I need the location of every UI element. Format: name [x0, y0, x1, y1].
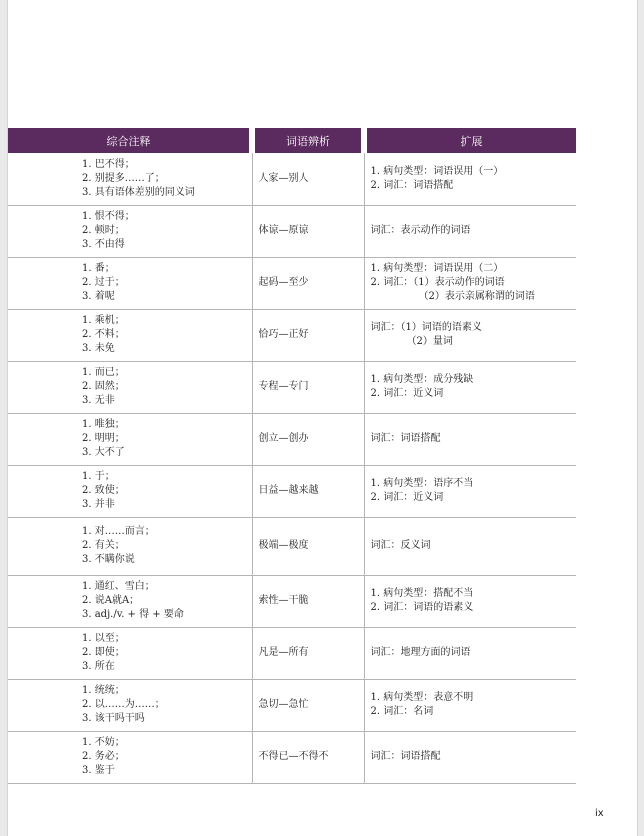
extension-cell	[364, 309, 576, 361]
note-line: 3. 不瞒你说	[82, 554, 135, 565]
word-pair-cell: 创立—创办	[252, 413, 364, 465]
extension-cell	[364, 465, 576, 517]
extension-cell	[364, 517, 576, 575]
word-pair-cell: 体谅—原谅	[252, 205, 364, 257]
contents-table	[8, 128, 576, 784]
extension-line: 词汇：词语搭配	[370, 751, 441, 762]
table-row	[8, 153, 576, 205]
note-line: 3. 不由得	[82, 239, 125, 250]
note-line: 2. 说A就A；	[82, 595, 140, 606]
note-line: 2. 固然；	[82, 381, 125, 392]
header-notes: 综合注释	[8, 128, 252, 153]
note-line: 1. 通红、雪白；	[82, 581, 155, 592]
table-row	[8, 731, 576, 783]
note-line: 1. 巴不得；	[82, 158, 135, 170]
word-pair-cell: 人家—别人	[252, 153, 364, 205]
extension-cell	[364, 731, 576, 783]
notes-cell	[8, 361, 252, 413]
note-line: 2. 有关；	[82, 540, 125, 551]
header-word-analysis: 词语辨析	[252, 128, 364, 153]
note-line: 3. 无非	[82, 395, 115, 406]
notes-cell	[8, 257, 252, 309]
note-line: 2. 过于；	[82, 277, 125, 288]
notes-cell	[8, 465, 252, 517]
notes-cell	[8, 413, 252, 465]
notes-cell	[8, 627, 252, 679]
extension-line: 2. 词汇：近义词	[370, 388, 444, 399]
table-row	[8, 413, 576, 465]
note-line: 1. 番；	[82, 263, 115, 274]
extension-line: 1. 病句类型：成分残缺	[370, 374, 474, 385]
note-line: 1. 唯独；	[82, 419, 125, 430]
note-line: 1. 不妨；	[82, 737, 125, 748]
note-line: 3. 具有语体差别的同义词	[82, 186, 195, 198]
word-pair-cell: 索性—干脆	[252, 575, 364, 627]
extension-line: （2）量词	[406, 336, 453, 347]
note-line: 1. 对……而言；	[82, 526, 155, 537]
table-row	[8, 465, 576, 517]
extension-cell	[364, 413, 576, 465]
extension-cell	[364, 627, 576, 679]
extension-line: 1. 病句类型：搭配不当	[370, 588, 474, 599]
notes-cell	[8, 575, 252, 627]
note-line: 3. 该干吗干吗	[82, 713, 145, 724]
table-row	[8, 361, 576, 413]
notes-cell	[8, 731, 252, 783]
note-line: 3. 着呢	[82, 291, 115, 302]
word-pair-cell: 日益—越来越	[252, 465, 364, 517]
note-line: 2. 别提多……了；	[82, 172, 165, 184]
note-line: 2. 明明；	[82, 433, 125, 444]
word-pair-cell: 专程—专门	[252, 361, 364, 413]
notes-cell	[8, 205, 252, 257]
extension-line: 词汇：反义词	[370, 540, 431, 551]
notes-cell	[8, 153, 252, 205]
table-row	[8, 205, 576, 257]
note-line: 2. 以……为……；	[82, 699, 165, 710]
notes-cell	[8, 517, 252, 575]
extension-line: 2. 词汇：词语的语素义	[370, 602, 474, 613]
word-pair-cell: 极端—极度	[252, 517, 364, 575]
extension-line: 2. 词汇：近义词	[370, 492, 444, 503]
extension-line: 1. 病句类型：表意不明	[370, 692, 474, 703]
extension-cell	[364, 205, 576, 257]
extension-cell	[364, 153, 576, 205]
note-line: 3. 所在	[82, 661, 115, 672]
word-pair-cell: 起码—至少	[252, 257, 364, 309]
word-pair-cell: 凡是—所有	[252, 627, 364, 679]
extension-line: 词汇：地理方面的词语	[370, 647, 471, 658]
note-line: 2. 务必；	[82, 751, 125, 762]
note-line: 1. 以至；	[82, 633, 125, 644]
extension-line: 词汇：（1）词语的语素义	[370, 322, 482, 333]
note-line: 3. 未免	[82, 343, 115, 354]
note-line: 2. 顿时；	[82, 225, 125, 236]
note-line: 1. 而已；	[82, 367, 125, 378]
note-line: 3. 鉴于	[82, 765, 115, 776]
table-row	[8, 309, 576, 361]
note-line: 1. 乘机；	[82, 315, 125, 326]
extension-cell	[364, 575, 576, 627]
table-row	[8, 627, 576, 679]
note-line: 1. 恨不得；	[82, 211, 135, 222]
note-line: 2. 致使；	[82, 485, 125, 496]
note-line: 1. 于；	[82, 471, 115, 482]
table-row	[8, 517, 576, 575]
extension-line: （2）表示亲属称谓的词语	[418, 291, 535, 302]
extension-line: 词汇：表示动作的词语	[370, 225, 471, 236]
page-number: ix	[595, 808, 604, 819]
document-page	[7, 0, 638, 836]
extension-cell	[364, 257, 576, 309]
header-extension: 扩展	[364, 128, 576, 153]
extension-line: 2. 词汇：词语搭配	[370, 179, 454, 191]
table-row	[8, 257, 576, 309]
word-pair-cell: 不得已—不得不	[252, 731, 364, 783]
extension-line: 2. 词汇：名词	[370, 706, 434, 717]
extension-line: 1. 病句类型：词语误用（二）	[370, 263, 504, 274]
extension-cell	[364, 361, 576, 413]
table-body	[8, 153, 576, 783]
extension-line: 1. 病句类型：语序不当	[370, 478, 474, 489]
extension-line: 词汇：词语搭配	[370, 433, 441, 444]
table-header-row	[8, 128, 576, 153]
extension-line: 2. 词汇：（1）表示动作的词语	[370, 277, 505, 288]
word-pair-cell: 急切—急忙	[252, 679, 364, 731]
note-line: 3. 大不了	[82, 447, 125, 458]
table-row	[8, 679, 576, 731]
note-line: 1. 统统；	[82, 685, 125, 696]
note-line: 2. 不料；	[82, 329, 125, 340]
note-line: 3. 并非	[82, 499, 115, 510]
notes-cell	[8, 679, 252, 731]
notes-cell	[8, 309, 252, 361]
word-pair-cell: 恰巧—正好	[252, 309, 364, 361]
note-line: 2. 即使；	[82, 647, 125, 658]
extension-line: 1. 病句类型：词语误用（一）	[370, 165, 504, 177]
note-line: 3. adj./v. + 得 + 要命	[82, 609, 184, 620]
extension-cell	[364, 679, 576, 731]
table-row	[8, 575, 576, 627]
